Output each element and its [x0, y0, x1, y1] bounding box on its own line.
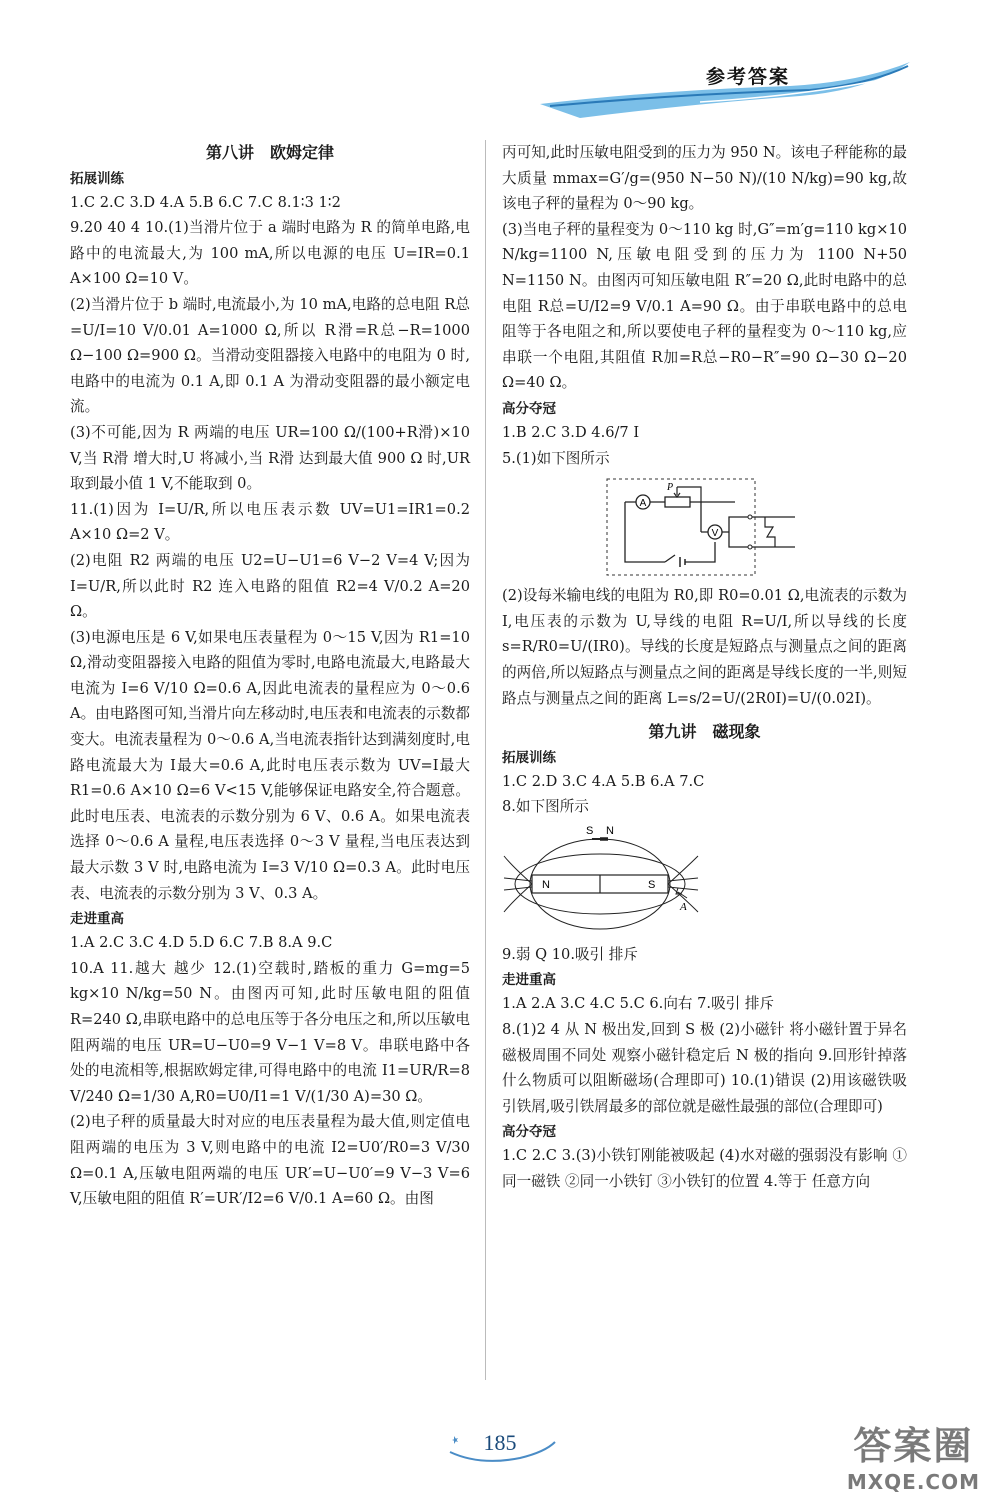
page-number: 185	[483, 1430, 517, 1455]
section-title-lecture-8: 第八讲 欧姆定律	[205, 143, 334, 162]
watermark-url: MXQE.COM	[846, 1470, 980, 1494]
answer-line: (2)当滑片位于 b 端时,电流最小,为 10 mA,电路的总电阻 R总=U/I=10 V/0.01 A=1000 Ω,所以 R滑=R总−R=1000 Ω−100 Ω=900 Ω。当滑动变阻器接入电路中的电阻为 0 时,电路中的电流为 0.1 A,即 0.1 A 为滑动变阻器的最小额定电流。	[70, 295, 470, 416]
subheading-extension: 拓展训练	[502, 749, 556, 766]
slider-label: P	[666, 482, 673, 494]
rheostat-symbol	[665, 497, 690, 507]
answer-line: (2)电子秤的质量最大时对应的电压表量程为最大值,则定值电阻两端的电压为 3 V,则电路中的电流 I2=U0′/R0=3 V/30 Ω=0.1 A,压敏电阻两端的电压 UR′=U−U0′=9 V−3 V=6 V,压敏电阻的阻值 R′=UR′/I2=6 V/0.1 A=60 Ω。由图	[70, 1113, 470, 1208]
answer-line: 9.弱 Q 10.吸引 排斥	[502, 945, 638, 963]
answer-line: 1.B 2.C 3.D 4.6/7 I	[502, 423, 640, 441]
bar-n-label: N	[542, 878, 550, 891]
subheading-key-school: 走进重高	[70, 911, 124, 928]
answer-line: 5.(1)如下图所示	[502, 449, 610, 467]
answer-line: (3)当电子秤的量程变为 0～110 kg 时,G″=m′g=110 kg×10 N/kg=1100 N,压敏电阻受到的压力为 1100 N+50 N=1150 N。由图丙可知压敏电阻 R″=20 Ω,此时电路中的总电阻 R总=U/I2=9 V/0.1 A=90 Ω。由于串联电路中的总电阻等于各电阻之和,所以要使电子秤的量程变为 0～110 kg,应串联一个电阻,其阻值 R加=R总−R0−R″=90 Ω−30 Ω−20 Ω=40 Ω。	[502, 220, 907, 392]
answer-line: 9.20 40 4 10.(1)当滑片位于 a 端时电路为 R 的简单电路,电路中的电流最大,为 100 mA,所以电源的电压 U=IR=0.1 A×100 Ω=10 V。	[70, 219, 470, 288]
needle-s-label: S	[586, 825, 594, 837]
answer-line: (2)设每米输电线的电阻为 R0,即 R0=0.01 Ω,电流表的示数为 I,电压表的示数为 U,导线的电阻 R=U/I,所以导线的长度 s=R/R0=U/(IR0)。导线的长度是短路点与测量点之间的距离的两倍,所以短路点与测量点之间的距离是导线长度的一半,则短路点与测量点之间的距离 L=s/2=U/(2R0I)=U/(0.02I)。	[502, 587, 907, 707]
answer-line: 8.(1)2 4 从 N 极出发,回到 S 极 (2)小磁针 将小磁针置于异名磁极周围不同处 观察小磁针稳定后 N 极的指向 9.回形针掉落 什么物质可以阻断磁场(合理即可) 10.(1)错误 (2)用该磁铁吸引铁屑,吸引铁屑最多的部位就是磁性最强的部位(合理即可)	[502, 1021, 907, 1115]
section-title-lecture-9: 第九讲 磁现象	[648, 722, 761, 742]
right-column	[502, 140, 907, 1195]
answer-line: 1.C 2.C 3.D 4.A 5.B 6.C 7.C 8.1∶3 1∶2	[70, 193, 341, 211]
answer-line: 11.(1)因为 I=U/R,所以电压表示数 UV=U1=IR1=0.2 A×10 Ω=2 V。	[70, 500, 470, 544]
left-column	[70, 140, 470, 1212]
answer-line: 1.C 2.D 3.C 4.A 5.B 6.A 7.C	[502, 772, 705, 790]
header-title: 参考答案	[706, 66, 791, 88]
magnet-field-diagram	[502, 826, 702, 936]
answer-line: (2)电阻 R2 两端的电压 U2=U−U1=6 V−2 V=4 V;因为 I=U/R,所以此时 R2 连入电路的阻值 R2=4 V/0.2 A=20 Ω。	[70, 551, 470, 621]
circuit-diagram	[605, 477, 805, 577]
voltmeter-label: V	[711, 528, 718, 540]
answer-line: 1.A 2.C 3.C 4.D 5.D 6.C 7.B 8.A 9.C	[70, 934, 333, 952]
watermark	[847, 1415, 980, 1494]
subheading-extension: 拓展训练	[70, 170, 124, 187]
ammeter-label: A	[639, 498, 646, 510]
subheading-top-score: 高分夺冠	[502, 1124, 556, 1141]
needle-n-label: N	[606, 825, 614, 837]
answer-line: (3)电源电压是 6 V,如果电压表量程为 0～15 V,因为 R1=10 Ω,滑动变阻器接入电路的阻值为零时,电路电流最大,电路最大电流为 I=6 V/10 Ω=0.6 A,因此电流表的量程应为 0～0.6 A。由电路图可知,当滑片向左移动时,电压表和电流表的示数都变大。电流表量程为 0～0.6 A,当电流表指针达到满刻度时,电路电流最大为 I最大=0.6 A,此时电压表示数为 UV=I最大R1=0.6 A×10 Ω=6 V<15 V,能够保证电路安全,符合题意。此时电压表、电流表的示数分别为 6 V、0.6 A。如果电流表选择 0～0.6 A 量程,电压表选择 0～3 V 量程,当电压表达到最大示数 3 V 时,电路电流为 I=3 V/10 Ω=0.3 A。此时电压表、电流表的示数分别为 3 V、0.3 A。	[70, 628, 470, 902]
subheading-key-school: 走进重高	[502, 972, 556, 989]
column-divider	[485, 140, 486, 1380]
answer-line: 丙可知,此时压敏电阻受到的压力为 950 N。该电子秤能称的最大质量 mmax=G′/g=(950 N−50 N)/(10 N/kg)=90 kg,故该电子秤的量程为 0～90 kg。	[502, 144, 907, 213]
answer-line: 1.A 2.A 3.C 4.C 5.C 6.向右 7.吸引 排斥	[502, 995, 775, 1013]
answer-line: (3)不可能,因为 R 两端的电压 UR=100 Ω/(100+R滑)×10 V,当 R滑 增大时,U 将减小,当 R滑 达到最大值 900 Ω 时,UR 取到最小值 1 V,不能取到 0。	[70, 423, 470, 493]
bar-s-label: S	[648, 878, 656, 891]
answer-line: 8.如下图所示	[502, 798, 589, 816]
point-a-label: A	[680, 900, 687, 913]
answer-line: 1.C 2.C 3.(3)小铁钉刚能被吸起 (4)水对磁的强弱没有影响 ①同一磁铁 ②同一小铁钉 ③小铁钉的位置 4.等于 任意方向	[502, 1147, 907, 1191]
watermark-text: 答案圈	[853, 1424, 974, 1468]
answer-line: 10.A 11.越大 越少 12.(1)空载时,踏板的重力 G=mg=5 kg×10 N/kg=50 N。由图丙可知,此时压敏电阻的阻值 R=240 Ω,串联电路中的总电压等于各分电压之和,所以压敏电阻两端的电压 UR=U−U0=9 V−1 V=8 V。串联电路中各处的电流相等,根据欧姆定律,可得电路中的电流 I1=UR/R=8 V/240 Ω=1/30 A,R0=U0/I1=1 V/(1/30 A)=30 Ω。	[70, 959, 470, 1105]
subheading-top-score: 高分夺冠	[502, 400, 556, 417]
